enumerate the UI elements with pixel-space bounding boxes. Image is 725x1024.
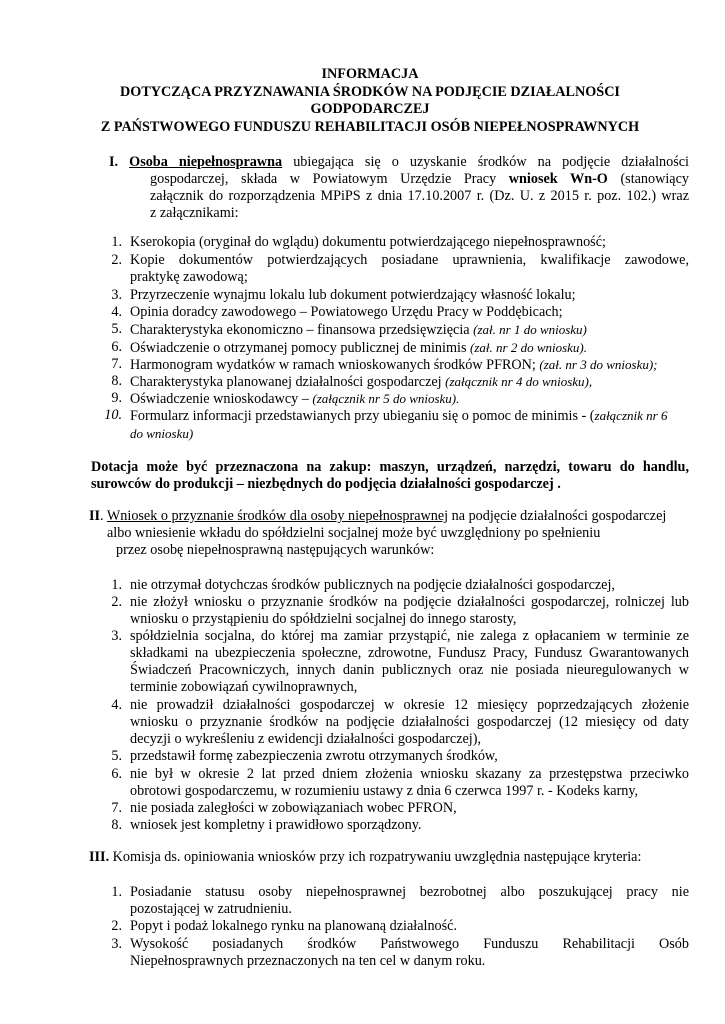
grant-purpose-line1: Dotacja może być przeznaczona na zakup: maszyn, urządzeń, narzędzi, towaru do handlu,	[91, 459, 689, 475]
grant-purpose-line2: surowców do produkcji – niezbędnych do podjęcia działalności gospodarczej .	[91, 476, 561, 492]
list-item: Posiadanie statusu osoby niepełnosprawnej bezrobotnej albo poszukującej pracy nie	[130, 884, 689, 900]
section-2-intro: II. Wniosek o przyznanie środków dla osoby niepełnosprawnej na podjęcie działalności gospodarczej albo wniesienie wkładu do spółdzielni socjalnej może być uwzględniony po spełnieniu przez osobę niepełnosprawną następujących warunków:	[89, 508, 667, 558]
list-item: Formularz informacji przedstawianych przy ubieganiu się o pomoc de minimis - (załącznik nr 6	[130, 408, 668, 424]
list-item: Charakterystyka ekonomiczno – finansowa przedsięwzięcia (zał. nr 1 do wniosku)	[130, 322, 587, 338]
doc-title-line3: GODPODARCZEJ	[310, 101, 430, 117]
list-item: nie posiada zaległości w zobowiązaniach wobec PFRON,	[130, 800, 457, 816]
doc-title-line4: Z PAŃSTWOWEGO FUNDUSZU REHABILITACJI OSÓB NIEPEŁNOSPRAWNYCH	[100, 119, 640, 135]
list-item: Wysokość posiadanych środków Państwowego Funduszu Rehabilitacji Osób	[130, 936, 689, 952]
section-1-numeral: I.	[109, 154, 119, 170]
list-item: nie był w okresie 2 lat przed dniem złożenia wniosku skazany za przestępstwa przeciwko	[130, 766, 689, 782]
list-item: Opinia doradcy zawodowego – Powiatowego Urzędu Pracy w Poddębicach;	[130, 304, 563, 320]
list-item: Przyrzeczenie wynajmu lokalu lub dokument potwierdzający własność lokalu;	[130, 287, 576, 303]
form-name: wniosek Wn-O	[508, 171, 608, 187]
section-2-numeral: II	[89, 508, 101, 524]
list-item: Popyt i podaż lokalnego rynku na planowaną działalność.	[130, 918, 458, 934]
doc-title: INFORMACJA	[321, 66, 419, 82]
list-item: nie złożył wniosku o przyznanie środków na podjęcie działalności gospodarczej, rolniczej lub	[130, 594, 689, 610]
list-item: Kopie dokumentów potwierdzających posiadane uprawnienia, kwalifikacje zawodowe,	[130, 252, 689, 268]
section-1-subject: Osoba niepełnosprawna	[129, 154, 283, 170]
list-item: nie prowadził działalności gospodarczej w okresie 12 miesięcy poprzedzających złożenie	[130, 697, 689, 713]
list-item: przedstawił formę zabezpieczenia zwrotu otrzymanych środków,	[130, 748, 498, 764]
section-1-intro: I. Osoba niepełnosprawna ubiegająca się o uzyskanie środków na podjęcie działalności gospodarczej, składa w Powiatowym Urzędzie Pracy wniosek Wn-O (stanowiący załącznik do rozporządzenia MPiPS z dnia 17.10.2007 r. (Dz. U. z 2015 r. poz. 102.) wraz z załącznikami:	[109, 154, 689, 221]
list-item: Harmonogram wydatków w ramach wnioskowanych środków PFRON; (zał. nr 3 do wniosku);	[130, 357, 658, 373]
section-3-intro: III. Komisja ds. opiniowania wniosków przy ich rozpatrywaniu uwzględnia następujące kryteria:	[89, 849, 642, 865]
list-item: nie otrzymał dotychczas środków publicznych na podjęcie działalności gospodarczej,	[130, 577, 615, 593]
list-item: Oświadczenie o otrzymanej pomocy publicznej de minimis (zał. nr 2 do wniosku).	[130, 340, 588, 356]
list-item: Oświadczenie wnioskodawcy – (załącznik nr 5 do wniosku).	[130, 391, 460, 407]
document-page: INFORMACJA DOTYCZĄCA PRZYZNAWANIA ŚRODKÓW NA PODJĘCIE DZIAŁALNOŚCI GODPODARCZEJ Z PAŃSTWOWEGO FUNDUSZU REHABILITACJI OSÓB NIEPEŁNOSPRAWNYCH I. Osoba niepełnosprawna ubiegająca się o uzyskanie środków na podjęcie działalności gospodarczej, składa w Powiatowym Urzędzie Pracy wniosek Wn-O (stanowiący załącznik do rozporządzenia MPiPS z dnia 17.10.2007 r. (Dz. U. z 2015 r. poz. 102.) wraz z załącznikami: 1. Kserokopia (oryginał do wglądu) dokumentu potwierdzającego niepełnosprawność; 2. Kopie dokumentów potwierdzających posiadane uprawnienia, kwalifikacje zawodowe, praktykę zawodową; 3. Przyrzeczenie wynajmu lokalu lub dokument potwierdzający własność lokalu; 4. Opinia doradcy zawodowego – Powiatowego Urzędu Pracy w Poddębicach; 5. Charakterystyka ekonomiczno – finansowa przedsięwzięcia (zał. nr 1 do wniosku) 6. Oświadczenie o otrzymanej pomocy publicznej de minimis (zał. nr 2 do wniosku). 7. Harmonogram wydatków w ramach wnioskowanych środków PFRON; (zał. nr 3 do wniosku); 8. Charakterystyka planowanej działalności gospodarczej (załącznik nr 4 do wniosku), 9. Oświadczenie wnioskodawcy – (załącznik nr 5 do wniosku). 10. Formularz informacji przedstawianych przy ubieganiu się o pomoc de minimis - (załącznik nr 6 do wniosku) Dotacja może być przeznaczona na zakup: maszyn, urządzeń, narzędzi, towaru do handlu, surowców do produkcji – niezbędnych do podjęcia działalności gospodarczej . II. Wniosek o przyznanie środków dla osoby niepełnosprawnej na podjęcie działalności gospodarczej albo wniesienie wkładu do spółdzielni socjalnej może być uwzględniony po spełnieniu przez osobę niepełnosprawną następujących warunków: 1. nie otrzymał dotychczas środków publicznych na podjęcie działalności gospodarczej, 2. nie złożył wniosku o przyznanie środków na podjęcie działalności gospodarczej, rolniczej lub wniosku o przystąpieniu do spółdzielni socjalnej do innego starosty, 3. spółdzielnia socjalna, do której ma zamiar przystąpić, nie zalega z opłacaniem w terminie ze składkami na ubezpieczenia społeczne, zdrowotne, Fundusz Pracy, Fundusz Gwarantowanych Świadczeń Pracowniczych, innych danin publicznych oraz nie posiada nieuregulowanych w terminie zobowiązań cywilnoprawnych, 4. nie prowadził działalności gospodarczej w okresie 12 miesięcy poprzedzających złożenie wniosku o przyznanie środków na podjęcie działalności gospodarczej (12 miesięcy od daty decyzji o wykreśleniu z ewidencji działalności gospodarczej), 5. przedstawił formę zabezpieczenia zwrotu otrzymanych środków, 6. nie był w okresie 2 lat przed dniem złożenia wniosku skazany za przestępstwa przeciwko obrotowi gospodarczemu, w rozumieniu ustawy z dnia 6 czerwca 1997 r. - Kodeks karny, 7. nie posiada zaległości w zobowiązaniach wobec PFRON, 8. wniosek jest kompletny i prawidłowo sporządzony. III. Komisja ds. opiniowania wniosków przy ich rozpatrywaniu uwzględnia następujące kryteria: 1. Posiadanie statusu osoby niepełnosprawnej bezrobotnej albo poszukującej pracy nie pozostającej w zatrudnieniu. 2. Popyt i podaż lokalnego rynku na planowaną działalność. 3. Wysokość posiadanych środków Państwowego Funduszu Rehabilitacji Osób Niepełnosprawnych przeznaczonych na ten cel w danym roku.	[0, 0, 725, 1024]
section-3-numeral: III.	[89, 849, 110, 865]
list-item: Charakterystyka planowanej działalności gospodarczej (załącznik nr 4 do wniosku),	[130, 374, 593, 390]
list-item: wniosek jest kompletny i prawidłowo sporządzony.	[130, 817, 422, 833]
list-item: spółdzielnia socjalna, do której ma zamiar przystąpić, nie zalega z opłacaniem w terminie ze	[130, 628, 689, 644]
list-item: Kserokopia (oryginał do wglądu) dokumentu potwierdzającego niepełnosprawność;	[130, 234, 606, 250]
doc-title-line2: DOTYCZĄCA PRZYZNAWANIA ŚRODKÓW NA PODJĘCIE DZIAŁALNOŚCI	[120, 84, 620, 100]
